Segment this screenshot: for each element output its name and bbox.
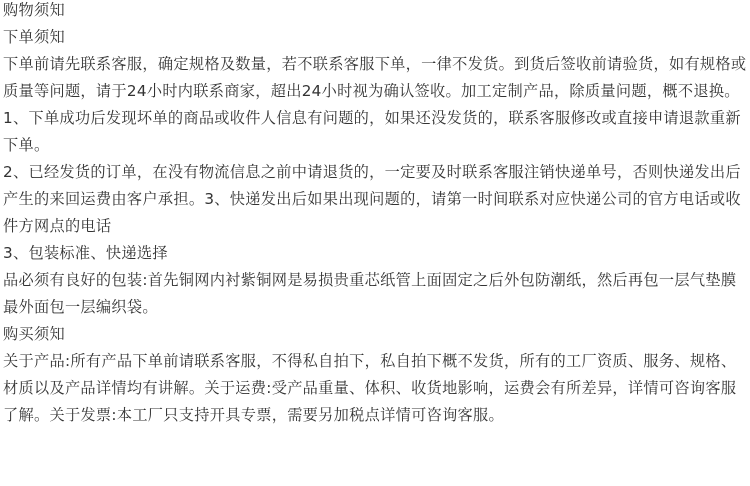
- packaging-paragraph: 品必须有良好的包装:首先铜网内衬紫铜网是易损贵重芯纸管上面固定之后外包防潮纸，然后再包一层气垫膜最外面包一层编织袋。: [3, 271, 737, 316]
- purchase-notice-heading: 购买须知: [3, 325, 65, 343]
- order-item-2: 2、已经发货的订单，在没有物流信息之前中请退货的，一定要及时联系客服注销快递单号，否则快递发出后产生的来回运费由客户承担。3、快递发出后如果出现问题的，请第一时间联系对应快递公司的官方电话或收件方网点的电话: [3, 163, 741, 235]
- document-title: 购物须知: [3, 1, 65, 19]
- order-notice-heading: 下单须知: [3, 28, 65, 46]
- packaging-heading: 3、包装标准、快递选择: [3, 244, 168, 262]
- order-notice-paragraph: 下单前请先联系客服，确定规格及数量，若不联系客服下单，一律不发货。到货后签收前请验货，如有规格或质量等问题，请于24小时内联系商家，超出24小时视为确认签收。加工定制产品，除质量问题，概不退换。: [3, 55, 747, 100]
- purchase-notice-paragraph: 关于产品:所有产品下单前请联系客服，不得私自拍下，私自拍下概不发货，所有的工厂资质、服务、规格、材质以及产品详情均有讲解。关于运费:受产品重量、体积、收货地影响，运费会有所差异，详情可咨询客服了解。关于发票:本工厂只支持开具专票，需要另加税点详情可咨询客服。: [3, 352, 737, 424]
- order-item-1: 1、下单成功后发现坏单的商品或收件人信息有问题的，如果还没发货的，联系客服修改或直接申请退款重新下单。: [3, 109, 741, 154]
- shopping-notice-document: [3, 0, 747, 429]
